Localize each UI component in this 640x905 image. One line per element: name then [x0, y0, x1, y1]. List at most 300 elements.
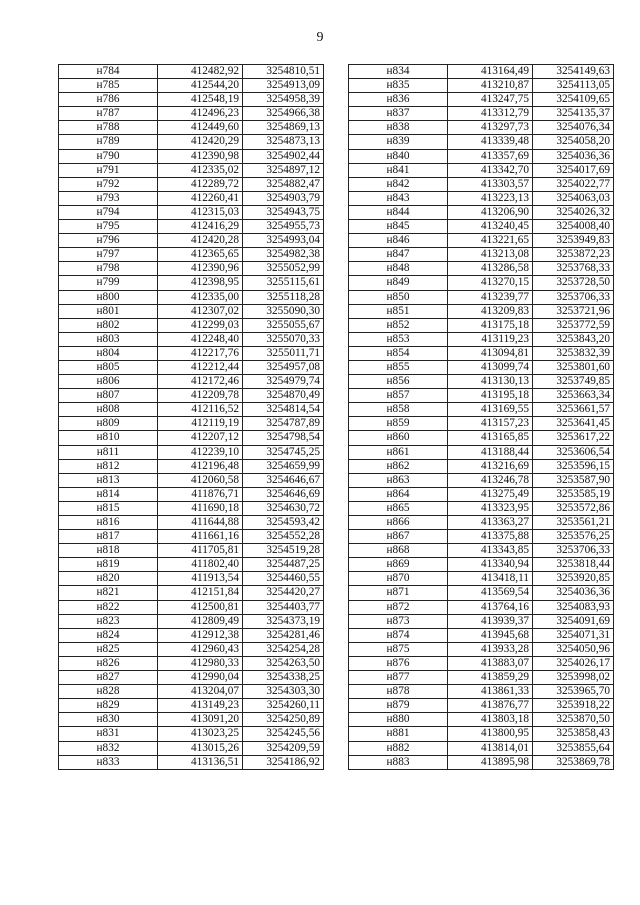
coord-y-cell: 3254943,75 [243, 205, 324, 219]
coord-x-cell: 412980,33 [158, 656, 243, 670]
point-id-cell: н805 [59, 360, 158, 374]
coord-x-cell: 412390,96 [158, 262, 243, 276]
coord-y-cell: 3253721,96 [533, 304, 614, 318]
table-row [59, 248, 324, 262]
coord-y-cell: 3253561,21 [533, 516, 614, 530]
point-id-cell: н801 [59, 304, 158, 318]
coord-x-cell: 413119,23 [448, 332, 533, 346]
coord-x-cell: 413357,69 [448, 149, 533, 163]
coord-x-cell: 413933,28 [448, 642, 533, 656]
point-id-cell: н811 [59, 445, 158, 459]
coord-x-cell: 412315,03 [158, 205, 243, 219]
table-row [59, 205, 324, 219]
coord-x-cell: 413764,16 [448, 600, 533, 614]
point-id-cell: н842 [349, 177, 448, 191]
table-row [349, 290, 614, 304]
table-row [349, 685, 614, 699]
table-row [59, 741, 324, 755]
coord-x-cell: 413876,77 [448, 699, 533, 713]
point-id-cell: н853 [349, 332, 448, 346]
coord-y-cell: 3254091,69 [533, 614, 614, 628]
coord-x-cell: 412912,38 [158, 628, 243, 642]
coord-x-cell: 412248,40 [158, 332, 243, 346]
coord-x-cell: 411690,18 [158, 501, 243, 515]
point-id-cell: н792 [59, 177, 158, 191]
point-id-cell: н829 [59, 699, 158, 713]
coord-y-cell: 3253576,25 [533, 530, 614, 544]
point-id-cell: н813 [59, 473, 158, 487]
table-row [349, 191, 614, 205]
coord-y-cell: 3253998,02 [533, 671, 614, 685]
coord-x-cell: 413800,95 [448, 727, 533, 741]
point-id-cell: н816 [59, 516, 158, 530]
table-row [349, 107, 614, 121]
coord-x-cell: 412500,81 [158, 600, 243, 614]
coord-x-cell: 413343,85 [448, 544, 533, 558]
point-id-cell: н822 [59, 600, 158, 614]
table-row [59, 262, 324, 276]
table-row [349, 65, 614, 79]
coord-y-cell: 3254955,73 [243, 220, 324, 234]
table-row [349, 304, 614, 318]
table-row [59, 727, 324, 741]
table-row [59, 572, 324, 586]
coord-x-cell: 413286,58 [448, 262, 533, 276]
coord-y-cell: 3253706,33 [533, 544, 614, 558]
table-row [59, 290, 324, 304]
coord-x-cell: 412809,49 [158, 614, 243, 628]
coord-x-cell: 412116,52 [158, 403, 243, 417]
coord-y-cell: 3253869,78 [533, 755, 614, 769]
coord-y-cell: 3254487,25 [243, 558, 324, 572]
coord-x-cell: 413939,37 [448, 614, 533, 628]
coord-x-cell: 413945,68 [448, 628, 533, 642]
coord-x-cell: 413239,77 [448, 290, 533, 304]
point-id-cell: н812 [59, 459, 158, 473]
coord-x-cell: 413342,70 [448, 163, 533, 177]
table-row [349, 417, 614, 431]
table-row [349, 614, 614, 628]
coord-y-cell: 3254646,67 [243, 473, 324, 487]
coord-x-cell: 413803,18 [448, 713, 533, 727]
coord-y-cell: 3254787,89 [243, 417, 324, 431]
coord-x-cell: 413363,27 [448, 516, 533, 530]
point-id-cell: н868 [349, 544, 448, 558]
coord-x-cell: 413204,07 [158, 685, 243, 699]
coord-y-cell: 3253596,15 [533, 459, 614, 473]
coord-y-cell: 3253858,43 [533, 727, 614, 741]
point-id-cell: н818 [59, 544, 158, 558]
coord-y-cell: 3254552,28 [243, 530, 324, 544]
table-row [59, 93, 324, 107]
table-row [349, 79, 614, 93]
point-id-cell: н845 [349, 220, 448, 234]
coord-x-cell: 412209,78 [158, 389, 243, 403]
table-row [349, 487, 614, 501]
coord-x-cell: 413094,81 [448, 346, 533, 360]
coord-y-cell: 3253870,50 [533, 713, 614, 727]
table-row [59, 487, 324, 501]
point-id-cell: н867 [349, 530, 448, 544]
coord-y-cell: 3254008,40 [533, 220, 614, 234]
point-id-cell: н871 [349, 586, 448, 600]
coord-x-cell: 412390,98 [158, 149, 243, 163]
table-row [59, 332, 324, 346]
coord-y-cell: 3254798,54 [243, 431, 324, 445]
coord-x-cell: 412239,10 [158, 445, 243, 459]
point-id-cell: н819 [59, 558, 158, 572]
coordinates-table-right [348, 64, 614, 770]
table-row [349, 220, 614, 234]
table-row [349, 389, 614, 403]
coord-y-cell: 3254026,17 [533, 656, 614, 670]
coord-x-cell: 413275,49 [448, 487, 533, 501]
coord-x-cell: 412420,29 [158, 135, 243, 149]
table-row [349, 445, 614, 459]
table-row [349, 572, 614, 586]
point-id-cell: н817 [59, 530, 158, 544]
table-row [59, 516, 324, 530]
coord-y-cell: 3254745,25 [243, 445, 324, 459]
coord-x-cell: 412260,41 [158, 191, 243, 205]
coord-x-cell: 413023,25 [158, 727, 243, 741]
point-id-cell: н854 [349, 346, 448, 360]
point-id-cell: н875 [349, 642, 448, 656]
table-row [59, 107, 324, 121]
coord-y-cell: 3253706,33 [533, 290, 614, 304]
point-id-cell: н865 [349, 501, 448, 515]
point-id-cell: н835 [349, 79, 448, 93]
point-id-cell: н852 [349, 318, 448, 332]
coord-x-cell: 412335,00 [158, 290, 243, 304]
point-id-cell: н837 [349, 107, 448, 121]
coord-y-cell: 3254982,38 [243, 248, 324, 262]
coord-y-cell: 3254897,12 [243, 163, 324, 177]
coord-x-cell: 413165,85 [448, 431, 533, 445]
table-row [349, 431, 614, 445]
point-id-cell: н872 [349, 600, 448, 614]
coord-x-cell: 412196,48 [158, 459, 243, 473]
coord-y-cell: 3254870,49 [243, 389, 324, 403]
coord-x-cell: 413883,07 [448, 656, 533, 670]
point-id-cell: н874 [349, 628, 448, 642]
point-id-cell: н823 [59, 614, 158, 628]
table-row [349, 558, 614, 572]
coord-x-cell: 412990,04 [158, 671, 243, 685]
coord-y-cell: 3254993,04 [243, 234, 324, 248]
table-row [349, 600, 614, 614]
table-row [349, 248, 614, 262]
point-id-cell: н793 [59, 191, 158, 205]
coord-y-cell: 3254063,03 [533, 191, 614, 205]
coord-y-cell: 3253772,59 [533, 318, 614, 332]
table-row [349, 544, 614, 558]
point-id-cell: н859 [349, 417, 448, 431]
point-id-cell: н828 [59, 685, 158, 699]
coord-y-cell: 3254186,92 [243, 755, 324, 769]
coord-x-cell: 413099,74 [448, 360, 533, 374]
coord-x-cell: 412060,58 [158, 473, 243, 487]
point-id-cell: н857 [349, 389, 448, 403]
table-row [59, 65, 324, 79]
point-id-cell: н825 [59, 642, 158, 656]
point-id-cell: н840 [349, 149, 448, 163]
point-id-cell: н796 [59, 234, 158, 248]
coord-y-cell: 3255052,99 [243, 262, 324, 276]
table-row [59, 375, 324, 389]
coordinates-table-body [349, 65, 614, 770]
point-id-cell: н797 [59, 248, 158, 262]
coord-x-cell: 412496,23 [158, 107, 243, 121]
coord-x-cell: 413861,33 [448, 685, 533, 699]
coord-x-cell: 412420,28 [158, 234, 243, 248]
coord-x-cell: 412482,92 [158, 65, 243, 79]
coord-x-cell: 412398,95 [158, 276, 243, 290]
point-id-cell: н832 [59, 741, 158, 755]
coord-y-cell: 3254050,96 [533, 642, 614, 656]
point-id-cell: н803 [59, 332, 158, 346]
coord-x-cell: 413149,23 [158, 699, 243, 713]
point-id-cell: н864 [349, 487, 448, 501]
coord-y-cell: 3253641,45 [533, 417, 614, 431]
point-id-cell: н869 [349, 558, 448, 572]
point-id-cell: н826 [59, 656, 158, 670]
coordinates-table-left [58, 64, 324, 770]
point-id-cell: н798 [59, 262, 158, 276]
coord-y-cell: 3254071,31 [533, 628, 614, 642]
coord-x-cell: 413312,79 [448, 107, 533, 121]
table-row [349, 234, 614, 248]
coord-y-cell: 3254109,65 [533, 93, 614, 107]
point-id-cell: н856 [349, 375, 448, 389]
coord-x-cell: 413188,44 [448, 445, 533, 459]
point-id-cell: н785 [59, 79, 158, 93]
coord-y-cell: 3254659,99 [243, 459, 324, 473]
coord-y-cell: 3253606,54 [533, 445, 614, 459]
coord-x-cell: 412217,76 [158, 346, 243, 360]
table-row [59, 473, 324, 487]
coord-x-cell: 413297,73 [448, 121, 533, 135]
table-row [349, 713, 614, 727]
coord-y-cell: 3253949,83 [533, 234, 614, 248]
coord-y-cell: 3253663,34 [533, 389, 614, 403]
coord-x-cell: 413303,57 [448, 177, 533, 191]
point-id-cell: н830 [59, 713, 158, 727]
table-row [59, 642, 324, 656]
coord-y-cell: 3253801,60 [533, 360, 614, 374]
coord-y-cell: 3254058,20 [533, 135, 614, 149]
coord-y-cell: 3253585,19 [533, 487, 614, 501]
table-row [349, 403, 614, 417]
coord-y-cell: 3253572,86 [533, 501, 614, 515]
point-id-cell: н878 [349, 685, 448, 699]
table-row [349, 149, 614, 163]
point-id-cell: н882 [349, 741, 448, 755]
coord-y-cell: 3254263,50 [243, 656, 324, 670]
point-id-cell: н860 [349, 431, 448, 445]
coord-x-cell: 412960,43 [158, 642, 243, 656]
coord-y-cell: 3253920,85 [533, 572, 614, 586]
coord-y-cell: 3255055,67 [243, 318, 324, 332]
point-id-cell: н844 [349, 205, 448, 219]
coord-y-cell: 3254958,39 [243, 93, 324, 107]
point-id-cell: н808 [59, 403, 158, 417]
table-row [59, 445, 324, 459]
point-id-cell: н858 [349, 403, 448, 417]
table-row [349, 177, 614, 191]
table-row [59, 699, 324, 713]
table-row [59, 501, 324, 515]
coord-y-cell: 3254281,46 [243, 628, 324, 642]
coord-y-cell: 3253855,64 [533, 741, 614, 755]
table-row [59, 360, 324, 374]
coord-y-cell: 3254913,09 [243, 79, 324, 93]
table-row [349, 699, 614, 713]
point-id-cell: н838 [349, 121, 448, 135]
table-row [59, 389, 324, 403]
coord-y-cell: 3254036,36 [533, 586, 614, 600]
coord-y-cell: 3254036,36 [533, 149, 614, 163]
table-row [59, 304, 324, 318]
table-row [349, 473, 614, 487]
table-row [59, 79, 324, 93]
coord-x-cell: 412335,02 [158, 163, 243, 177]
table-row [349, 93, 614, 107]
point-id-cell: н861 [349, 445, 448, 459]
coord-x-cell: 413091,20 [158, 713, 243, 727]
coord-x-cell: 413136,51 [158, 755, 243, 769]
point-id-cell: н846 [349, 234, 448, 248]
coord-x-cell: 413246,78 [448, 473, 533, 487]
coord-x-cell: 412416,29 [158, 220, 243, 234]
coord-y-cell: 3254882,47 [243, 177, 324, 191]
table-row [59, 417, 324, 431]
coord-x-cell: 413270,15 [448, 276, 533, 290]
point-id-cell: н866 [349, 516, 448, 530]
table-row [349, 671, 614, 685]
table-row [59, 671, 324, 685]
coord-y-cell: 3255090,30 [243, 304, 324, 318]
coord-y-cell: 3254022,77 [533, 177, 614, 191]
table-row [59, 431, 324, 445]
page-number: 9 [316, 30, 324, 45]
coord-y-cell: 3255115,61 [243, 276, 324, 290]
coord-x-cell: 412548,19 [158, 93, 243, 107]
table-row [349, 755, 614, 769]
coord-x-cell: 413221,65 [448, 234, 533, 248]
coord-x-cell: 413240,45 [448, 220, 533, 234]
coord-y-cell: 3254260,11 [243, 699, 324, 713]
coord-y-cell: 3254373,19 [243, 614, 324, 628]
point-id-cell: н788 [59, 121, 158, 135]
coord-x-cell: 412207,12 [158, 431, 243, 445]
coord-y-cell: 3254113,05 [533, 79, 614, 93]
coord-y-cell: 3254519,28 [243, 544, 324, 558]
coord-y-cell: 3253587,90 [533, 473, 614, 487]
coord-y-cell: 3254810,51 [243, 65, 324, 79]
table-row [349, 642, 614, 656]
coord-y-cell: 3253661,57 [533, 403, 614, 417]
point-id-cell: н804 [59, 346, 158, 360]
coord-x-cell: 413209,83 [448, 304, 533, 318]
point-id-cell: н873 [349, 614, 448, 628]
coord-y-cell: 3253918,22 [533, 699, 614, 713]
point-id-cell: н799 [59, 276, 158, 290]
coord-x-cell: 413340,94 [448, 558, 533, 572]
point-id-cell: н786 [59, 93, 158, 107]
point-id-cell: н814 [59, 487, 158, 501]
coord-y-cell: 3254026,32 [533, 205, 614, 219]
coord-x-cell: 413157,23 [448, 417, 533, 431]
point-id-cell: н876 [349, 656, 448, 670]
coord-x-cell: 411661,16 [158, 530, 243, 544]
coord-y-cell: 3254209,59 [243, 741, 324, 755]
coord-x-cell: 413323,95 [448, 501, 533, 515]
coord-y-cell: 3254403,77 [243, 600, 324, 614]
coord-y-cell: 3254873,13 [243, 135, 324, 149]
table-row [59, 346, 324, 360]
point-id-cell: н880 [349, 713, 448, 727]
coord-x-cell: 413375,88 [448, 530, 533, 544]
table-row [59, 121, 324, 135]
point-id-cell: н827 [59, 671, 158, 685]
table-row [59, 586, 324, 600]
coord-x-cell: 413164,49 [448, 65, 533, 79]
coord-x-cell: 413015,26 [158, 741, 243, 755]
coord-x-cell: 411876,71 [158, 487, 243, 501]
coord-y-cell: 3253617,22 [533, 431, 614, 445]
point-id-cell: н870 [349, 572, 448, 586]
point-id-cell: н806 [59, 375, 158, 389]
coord-x-cell: 413339,48 [448, 135, 533, 149]
table-row [349, 163, 614, 177]
point-id-cell: н877 [349, 671, 448, 685]
coord-y-cell: 3253768,33 [533, 262, 614, 276]
point-id-cell: н883 [349, 755, 448, 769]
coord-x-cell: 412299,03 [158, 318, 243, 332]
coord-y-cell: 3253872,23 [533, 248, 614, 262]
table-row [59, 149, 324, 163]
table-row [349, 656, 614, 670]
table-row [59, 685, 324, 699]
coord-y-cell: 3255118,28 [243, 290, 324, 304]
point-id-cell: н848 [349, 262, 448, 276]
point-id-cell: н849 [349, 276, 448, 290]
table-row [349, 375, 614, 389]
coord-y-cell: 3253832,39 [533, 346, 614, 360]
point-id-cell: н802 [59, 318, 158, 332]
table-row [349, 346, 614, 360]
coord-x-cell: 411802,40 [158, 558, 243, 572]
coord-x-cell: 413569,54 [448, 586, 533, 600]
table-row [59, 163, 324, 177]
coord-y-cell: 3254245,56 [243, 727, 324, 741]
point-id-cell: н833 [59, 755, 158, 769]
table-row [59, 713, 324, 727]
table-row [59, 600, 324, 614]
coord-x-cell: 413418,11 [448, 572, 533, 586]
coord-y-cell: 3254017,69 [533, 163, 614, 177]
coord-x-cell: 412307,02 [158, 304, 243, 318]
coord-x-cell: 411705,81 [158, 544, 243, 558]
point-id-cell: н839 [349, 135, 448, 149]
table-row [349, 135, 614, 149]
coord-x-cell: 413814,01 [448, 741, 533, 755]
coord-x-cell: 412172,46 [158, 375, 243, 389]
coord-y-cell: 3254083,93 [533, 600, 614, 614]
point-id-cell: н851 [349, 304, 448, 318]
point-id-cell: н789 [59, 135, 158, 149]
